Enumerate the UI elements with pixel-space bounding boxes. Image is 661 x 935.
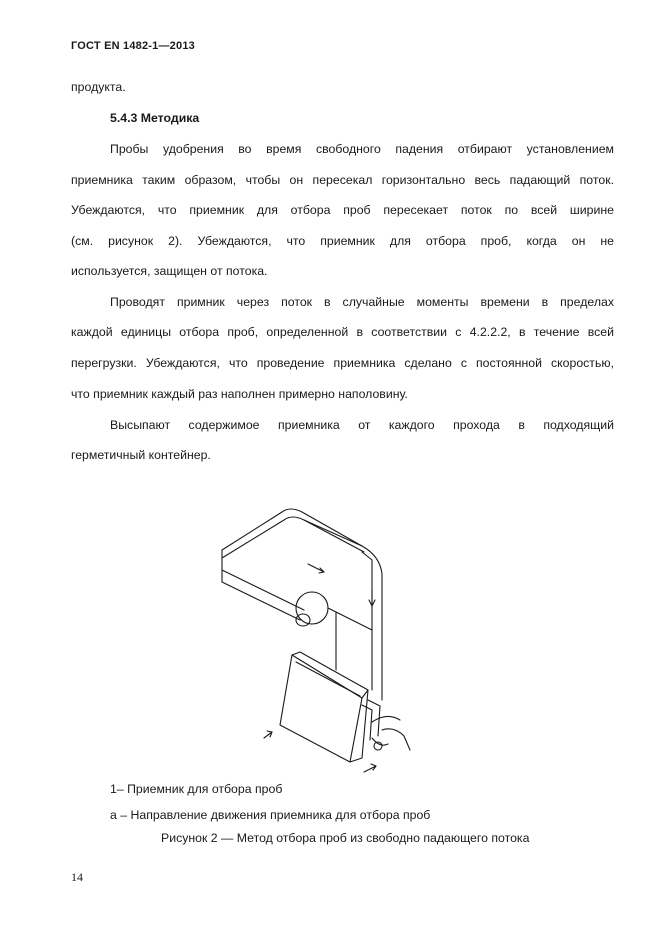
paragraph-3-line-1: Высыпают содержимое приемника от каждого прохода в подходящий bbox=[110, 418, 614, 432]
receiver-top bbox=[292, 652, 368, 698]
conveyor-lower-edge-2 bbox=[222, 582, 300, 620]
section-heading: 5.4.3 Методика bbox=[110, 111, 200, 125]
paragraph-2-line-2: каждой единицы отбора проб, определенной в соответствии с 4.2.2.2, в течение всей bbox=[71, 325, 614, 339]
paragraph-1-line-4: (см. рисунок 2). Убеждаются, что приемник для отбора проб, когда он не bbox=[71, 234, 614, 248]
conveyor-axle bbox=[296, 614, 310, 626]
conveyor-lower-edge bbox=[222, 570, 304, 610]
paragraph-2-line-4: что приемник каждый раз наполнен примерно наполовину. bbox=[71, 387, 408, 401]
legend-item-1: 1– Приемник для отбора проб bbox=[110, 782, 283, 796]
legend-item-a: а – Направление движения приемника для отбора проб bbox=[110, 808, 431, 822]
receiver-body bbox=[280, 655, 362, 762]
document-code: ГОСТ EN 1482-1—2013 bbox=[71, 40, 195, 52]
paragraph-2-line-1: Проводят примник через поток в случайные моменты времени в пределах bbox=[110, 295, 614, 309]
paragraph-3-line-2: герметичный контейнер. bbox=[71, 448, 211, 462]
conveyor-top-edge bbox=[222, 509, 362, 550]
paragraph-1-line-1: Пробы удобрения во время свободного падения отбирают установлением bbox=[110, 142, 614, 156]
paragraph-1-line-5: используется, защищен от потока. bbox=[71, 264, 268, 278]
figure-caption: Рисунок 2 — Метод отбора проб из свободно падающего потока bbox=[161, 831, 530, 845]
flow-arrow-1 bbox=[308, 564, 324, 572]
carryover-text: продукта. bbox=[71, 80, 126, 94]
figure-sampling-diagram bbox=[212, 500, 417, 780]
paragraph-1-line-2: приемника таким образом, чтобы он пересекал горизонтально весь падающий поток. bbox=[71, 173, 614, 187]
paragraph-2-line-3: перегрузки. Убеждаются, что проведение приемника сделано с постоянной скоростью, bbox=[71, 356, 614, 370]
paragraph-1-line-3: Убеждаются, что приемник для отбора проб пересекает поток по всей ширине bbox=[71, 203, 614, 217]
page-number: 14 bbox=[71, 870, 83, 884]
